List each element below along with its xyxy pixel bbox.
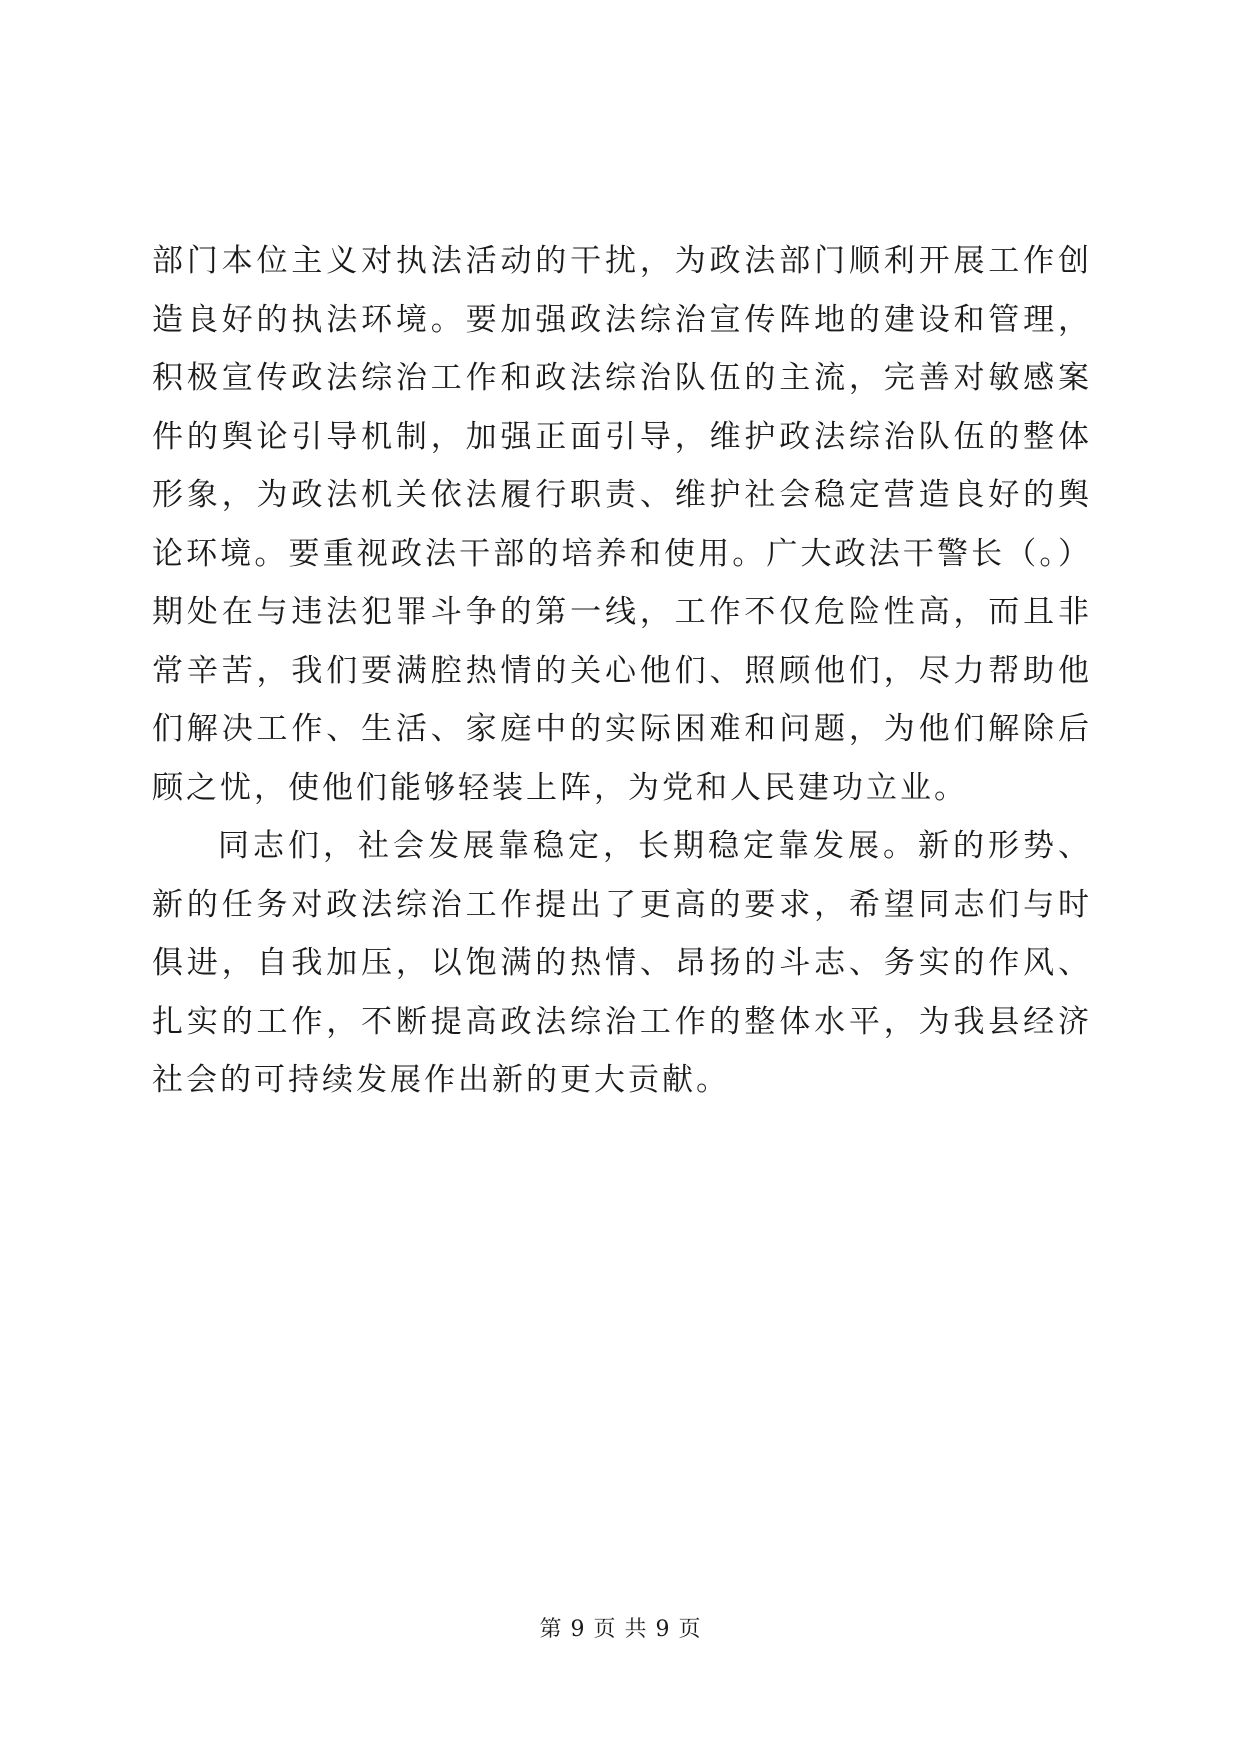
- document-body: [152, 232, 1092, 1110]
- page-footer: 第 9 页 共 9 页: [539, 1617, 702, 1642]
- paragraph-closing: 同志们，社会发展靠稳定，长期稳定靠发展。新的形势、新的任务对政法综治工作提出了更高的要求，希望同志们与时俱进，自我加压，以饱满的热情、昂扬的斗志、务实的作风、扎实的工作，不断提高政法综治工作的整体水平，为我县经济社会的可持续发展作出新的更大贡献。: [152, 828, 1092, 1098]
- paragraph-continuation: 部门本位主义对执法活动的干扰，为政法部门顺利开展工作创造良好的执法环境。要加强政法综治宣传阵地的建设和管理，积极宣传政法综治工作和政法综治队伍的主流，完善对敏感案件的舆论引导机制，加强正面引导，维护政法综治队伍的整体形象，为政法机关依法履行职责、维护社会稳定营造良好的舆论环境。要重视政法干部的培养和使用。广大政法干警长（。）期处在与违法犯罪斗争的第一线，工作不仅危险性高，而且非常辛苦，我们要满腔热情的关心他们、照顾他们，尽力帮助他们解决工作、生活、家庭中的实际困难和问题，为他们解除后顾之忧，使他们能够轻装上阵，为党和人民建功立业。: [152, 243, 1092, 806]
